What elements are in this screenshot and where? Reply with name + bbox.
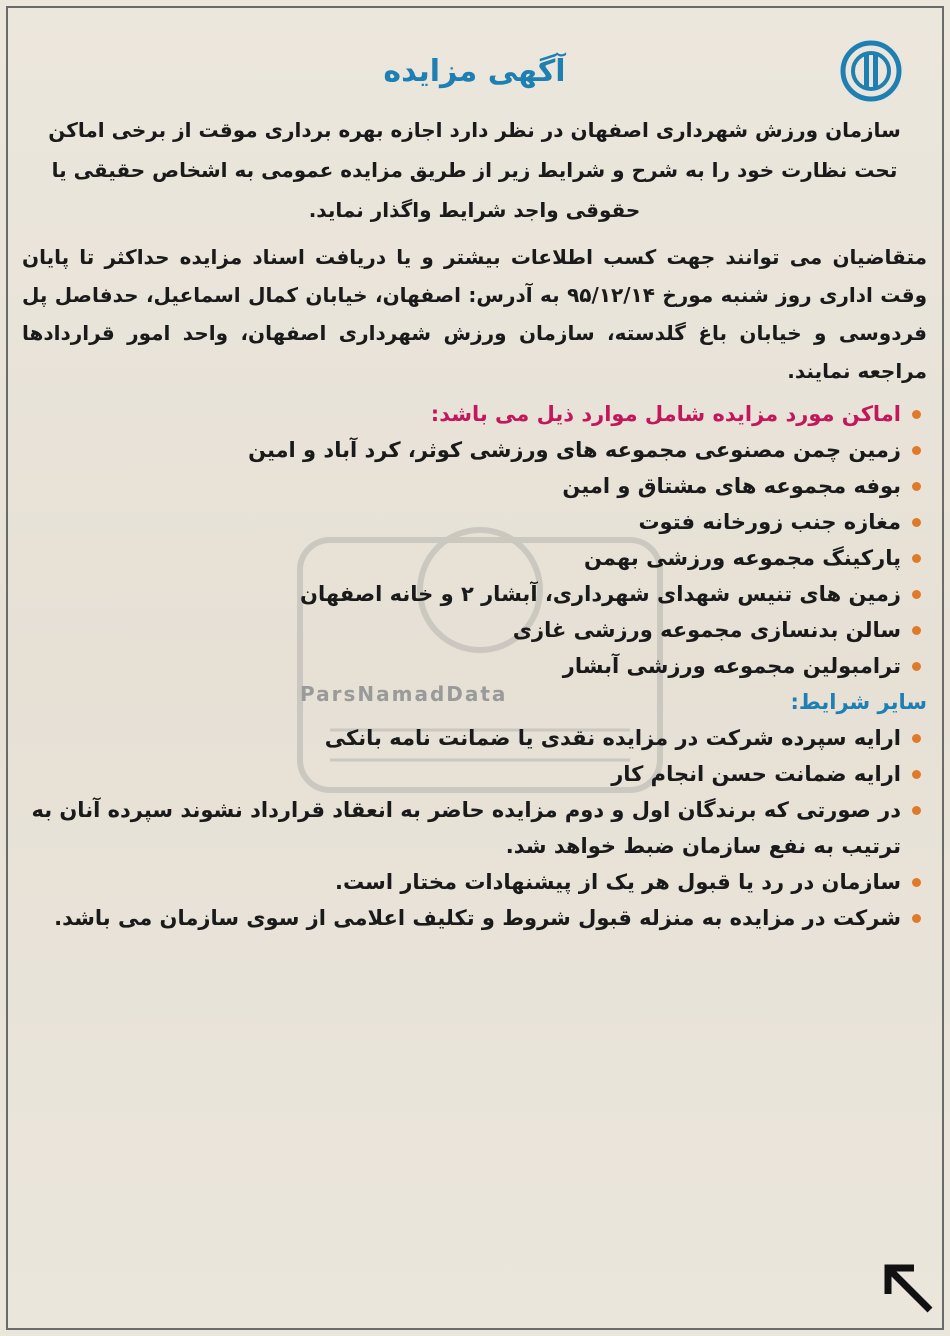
list-item: ترامبولین مجموعه ورزشی آبشار bbox=[22, 648, 927, 684]
list-item: زمین چمن مصنوعی مجموعه های ورزشی کوثر، کرد آباد و امین bbox=[22, 432, 927, 468]
places-list bbox=[22, 432, 927, 684]
bullet-icon bbox=[912, 878, 921, 887]
list-item: شرکت در مزایده به منزله قبول شروط و تکلیف اعلامی از سوی سازمان می باشد. bbox=[22, 900, 927, 936]
bullet-icon bbox=[912, 410, 921, 419]
bullet-icon bbox=[912, 590, 921, 599]
list-item: زمین های تنیس شهدای شهرداری، آبشار ۲ و خانه اصفهان bbox=[22, 576, 927, 612]
bullet-icon bbox=[912, 554, 921, 563]
bullet-icon bbox=[912, 770, 921, 779]
places-heading bbox=[22, 396, 927, 432]
corner-arrow-icon bbox=[876, 1256, 940, 1320]
list-item: ارایه سپرده شرکت در مزایده نقدی یا ضمانت نامه بانکی bbox=[22, 720, 927, 756]
list-item: مغازه جنب زورخانه فتوت bbox=[22, 504, 927, 540]
list-item: بوفه مجموعه های مشتاق و امین bbox=[22, 468, 927, 504]
bullet-icon bbox=[912, 518, 921, 527]
list-item: سازمان در رد یا قبول هر یک از پیشنهادات مختار است. bbox=[22, 864, 927, 900]
conditions-list bbox=[22, 720, 927, 936]
ad-title: آگهی مزایده bbox=[383, 54, 566, 89]
bullet-icon bbox=[912, 734, 921, 743]
bullet-icon bbox=[912, 482, 921, 491]
ad-content bbox=[22, 50, 927, 936]
watermark-text: ParsNamadData bbox=[300, 682, 508, 706]
places-heading-text: اماکن مورد مزایده شامل موارد ذیل می باشد: bbox=[430, 402, 901, 426]
list-item: سالن بدنسازی مجموعه ورزشی غازی bbox=[22, 612, 927, 648]
list-item: ارایه ضمانت حسن انجام کار bbox=[22, 756, 927, 792]
bullet-icon bbox=[912, 446, 921, 455]
bullet-icon bbox=[912, 806, 921, 815]
list-item: پارکینگ مجموعه ورزشی بهمن bbox=[22, 540, 927, 576]
list-item: در صورتی که برندگان اول و دوم مزایده حاضر به انعقاد قرارداد نشوند سپرده آنان به ترتیب به نفع سازمان ضبط خواهد شد. bbox=[22, 792, 927, 864]
bullet-icon bbox=[912, 626, 921, 635]
conditions-heading: سایر شرایط: bbox=[790, 690, 927, 714]
bullet-icon bbox=[912, 662, 921, 671]
applicants-paragraph: متقاضیان می توانند جهت کسب اطلاعات بیشتر و یا دریافت اسناد مزایده حداکثر تا پایان وقت اداری روز شنبه مورخ ۹۵/۱۲/۱۴ به آدرس: اصفهان، خیابان کمال اسماعیل، حدفاصل پل فردوسی و خیابان باغ گلدسته، سازمان ورزش شهرداری اصفهان، واحد امور قراردادها مراجعه نمایند. bbox=[22, 245, 928, 383]
intro-paragraph: سازمان ورزش شهرداری اصفهان در نظر دارد اجازه بهره برداری موقت از برخی اماکن تحت نظارت خود را به شرح و شرایط زیر از طریق مزایده عمومی به اشخاص حقیقی یا حقوقی واجد شرایط واگذار نماید. bbox=[48, 118, 901, 222]
bullet-icon bbox=[912, 914, 921, 923]
